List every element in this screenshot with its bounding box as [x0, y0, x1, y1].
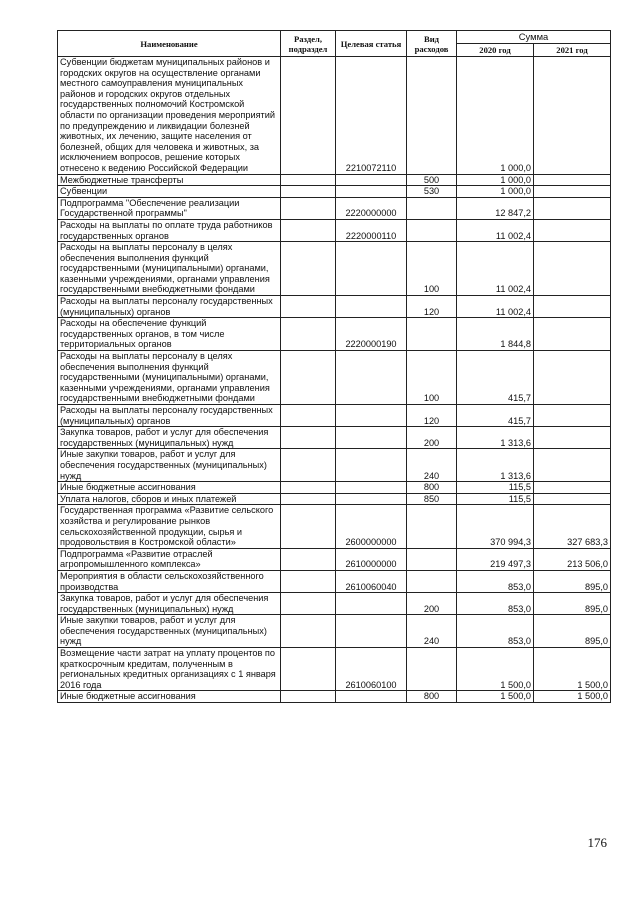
row-kind-cell: 800 [407, 482, 457, 494]
header-sum: Сумма [457, 31, 611, 44]
table-header [58, 31, 611, 57]
row-name-cell: Расходы на выплаты персоналу государственных (муниципальных) органов [58, 296, 281, 318]
row-sum-2021-cell [534, 174, 611, 186]
table-row [58, 174, 611, 186]
table-row [58, 197, 611, 219]
table-row [58, 186, 611, 198]
row-section-cell [281, 593, 336, 615]
row-sum-2021-cell [534, 186, 611, 198]
row-name-cell: Расходы на выплаты персоналу в целях обеспечения выполнения функций государственными (муниципальными) органами, казенными учреждениями, органами управления государственными внебюджетными фондами [58, 242, 281, 296]
row-target-cell [336, 691, 407, 703]
row-section-cell [281, 57, 336, 175]
budget-table [57, 30, 611, 703]
row-section-cell [281, 318, 336, 351]
row-sum-2021-cell [534, 219, 611, 241]
row-sum-2020-cell: 1 000,0 [457, 57, 534, 175]
table-row [58, 593, 611, 615]
row-target-cell [336, 174, 407, 186]
row-sum-2021-cell: 213 506,0 [534, 548, 611, 570]
row-sum-2021-cell [534, 351, 611, 405]
row-sum-2021-cell: 895,0 [534, 593, 611, 615]
row-target-cell [336, 593, 407, 615]
row-sum-2020-cell: 370 994,3 [457, 505, 534, 548]
row-sum-2020-cell: 1 000,0 [457, 186, 534, 198]
row-name-cell: Уплата налогов, сборов и иных платежей [58, 493, 281, 505]
row-sum-2021-cell: 895,0 [534, 570, 611, 592]
row-target-cell: 2210072110 [336, 57, 407, 175]
row-kind-cell [407, 219, 457, 241]
row-sum-2021-cell [534, 482, 611, 494]
row-sum-2020-cell: 1 313,6 [457, 427, 534, 449]
row-kind-cell [407, 57, 457, 175]
row-target-cell [336, 493, 407, 505]
row-name-cell: Закупка товаров, работ и услуг для обеспечения государственных (муниципальных) нужд [58, 593, 281, 615]
table-row [58, 351, 611, 405]
table-row [58, 405, 611, 427]
table-row [58, 570, 611, 592]
row-target-cell: 2610060040 [336, 570, 407, 592]
row-name-cell: Расходы на выплаты персоналу в целях обеспечения выполнения функций государственными (муниципальными) органами, казенными учреждениями, органами управления государственными внебюджетными фондами [58, 351, 281, 405]
table-row [58, 482, 611, 494]
row-target-cell [336, 242, 407, 296]
row-sum-2020-cell: 853,0 [457, 593, 534, 615]
row-kind-cell: 100 [407, 351, 457, 405]
table-row [58, 296, 611, 318]
table-row [58, 318, 611, 351]
row-kind-cell: 240 [407, 449, 457, 482]
row-kind-cell: 850 [407, 493, 457, 505]
row-name-cell: Иные закупки товаров, работ и услуг для обеспечения государственных (муниципальных) нужд [58, 449, 281, 482]
row-sum-2020-cell: 115,5 [457, 493, 534, 505]
row-sum-2021-cell [534, 197, 611, 219]
page-number: 176 [587, 835, 607, 850]
row-name-cell: Субвенции бюджетам муниципальных районов и городских округов на осуществление органами местного самоуправления муниципальных районов и городских округов отдельных государственных полномочий Костромской области по организации проведения мероприятий по предупреждению и ликвидации болезней животных, их лечению, защите населения от болезней, общих для человека и животных, за исключением вопросов, решение которых отнесено к ведению Российской Федерации [58, 57, 281, 175]
row-sum-2020-cell: 11 002,4 [457, 219, 534, 241]
row-target-cell [336, 427, 407, 449]
row-sum-2020-cell: 415,7 [457, 351, 534, 405]
row-sum-2020-cell: 853,0 [457, 570, 534, 592]
row-target-cell: 2220000190 [336, 318, 407, 351]
header-kind: Вид расходов [407, 31, 457, 57]
table-body [58, 57, 611, 703]
row-kind-cell: 500 [407, 174, 457, 186]
row-kind-cell [407, 505, 457, 548]
row-name-cell: Иные бюджетные ассигнования [58, 482, 281, 494]
row-target-cell: 2220000000 [336, 197, 407, 219]
row-section-cell [281, 351, 336, 405]
header-section: Раздел, подраздел [281, 31, 336, 57]
row-sum-2021-cell [534, 493, 611, 505]
row-kind-cell: 530 [407, 186, 457, 198]
row-section-cell [281, 493, 336, 505]
row-sum-2021-cell [534, 405, 611, 427]
row-sum-2020-cell: 12 847,2 [457, 197, 534, 219]
row-kind-cell: 240 [407, 615, 457, 648]
row-section-cell [281, 482, 336, 494]
row-sum-2020-cell: 1 000,0 [457, 174, 534, 186]
row-section-cell [281, 505, 336, 548]
row-name-cell: Иные бюджетные ассигнования [58, 691, 281, 703]
row-target-cell [336, 296, 407, 318]
row-section-cell [281, 405, 336, 427]
row-name-cell: Иные закупки товаров, работ и услуг для обеспечения государственных (муниципальных) нужд [58, 615, 281, 648]
row-sum-2021-cell [534, 57, 611, 175]
header-target: Целевая статья [336, 31, 407, 57]
row-section-cell [281, 615, 336, 648]
row-target-cell: 2610060100 [336, 648, 407, 691]
row-name-cell: Расходы на выплаты персоналу государственных (муниципальных) органов [58, 405, 281, 427]
row-target-cell: 2220000110 [336, 219, 407, 241]
row-sum-2021-cell: 1 500,0 [534, 691, 611, 703]
row-section-cell [281, 691, 336, 703]
table-row [58, 242, 611, 296]
row-section-cell [281, 548, 336, 570]
row-sum-2020-cell: 853,0 [457, 615, 534, 648]
table-row [58, 57, 611, 175]
row-target-cell [336, 405, 407, 427]
row-name-cell: Возмещение части затрат на уплату процентов по краткосрочным кредитам, полученным в региональных кредитных организациях с 1 января 2016 года [58, 648, 281, 691]
row-sum-2020-cell: 1 500,0 [457, 691, 534, 703]
row-name-cell: Закупка товаров, работ и услуг для обеспечения государственных (муниципальных) нужд [58, 427, 281, 449]
row-sum-2020-cell: 115,5 [457, 482, 534, 494]
row-target-cell [336, 186, 407, 198]
row-name-cell: Расходы на выплаты по оплате труда работников государственных органов [58, 219, 281, 241]
row-name-cell: Расходы на обеспечение функций государственных органов, в том числе территориальных органов [58, 318, 281, 351]
row-name-cell: Субвенции [58, 186, 281, 198]
row-sum-2020-cell: 11 002,4 [457, 242, 534, 296]
row-sum-2020-cell: 1 844,8 [457, 318, 534, 351]
row-kind-cell [407, 570, 457, 592]
row-kind-cell: 120 [407, 296, 457, 318]
row-target-cell [336, 482, 407, 494]
row-section-cell [281, 570, 336, 592]
row-sum-2020-cell: 219 497,3 [457, 548, 534, 570]
row-name-cell: Подпрограмма "Обеспечение реализации Государственной программы" [58, 197, 281, 219]
row-section-cell [281, 648, 336, 691]
row-sum-2020-cell: 1 313,6 [457, 449, 534, 482]
row-section-cell [281, 219, 336, 241]
table-row [58, 548, 611, 570]
row-target-cell: 2610000000 [336, 548, 407, 570]
row-kind-cell: 100 [407, 242, 457, 296]
row-sum-2021-cell [534, 318, 611, 351]
row-section-cell [281, 242, 336, 296]
row-target-cell [336, 351, 407, 405]
table-row [58, 493, 611, 505]
row-target-cell: 2600000000 [336, 505, 407, 548]
row-sum-2020-cell: 1 500,0 [457, 648, 534, 691]
header-year-2021: 2021 год [534, 44, 611, 57]
row-section-cell [281, 174, 336, 186]
row-kind-cell [407, 318, 457, 351]
row-kind-cell: 200 [407, 427, 457, 449]
row-kind-cell [407, 548, 457, 570]
row-sum-2021-cell [534, 296, 611, 318]
row-target-cell [336, 615, 407, 648]
row-sum-2020-cell: 415,7 [457, 405, 534, 427]
row-kind-cell [407, 197, 457, 219]
row-section-cell [281, 296, 336, 318]
table-row [58, 505, 611, 548]
row-sum-2021-cell: 895,0 [534, 615, 611, 648]
row-name-cell: Межбюджетные трансферты [58, 174, 281, 186]
row-section-cell [281, 186, 336, 198]
row-kind-cell: 120 [407, 405, 457, 427]
row-section-cell [281, 197, 336, 219]
row-sum-2021-cell: 327 683,3 [534, 505, 611, 548]
row-kind-cell: 200 [407, 593, 457, 615]
table-row [58, 449, 611, 482]
row-sum-2020-cell: 11 002,4 [457, 296, 534, 318]
row-sum-2021-cell [534, 449, 611, 482]
table-row [58, 691, 611, 703]
table-row [58, 648, 611, 691]
row-sum-2021-cell [534, 242, 611, 296]
row-section-cell [281, 427, 336, 449]
row-target-cell [336, 449, 407, 482]
table-row [58, 219, 611, 241]
row-kind-cell [407, 648, 457, 691]
row-name-cell: Подпрограмма «Развитие отраслей агропромышленного комплекса» [58, 548, 281, 570]
header-name: Наименование [58, 31, 281, 57]
row-sum-2021-cell [534, 427, 611, 449]
row-kind-cell: 800 [407, 691, 457, 703]
row-section-cell [281, 449, 336, 482]
table-row [58, 615, 611, 648]
row-name-cell: Мероприятия в области сельскохозяйственного производства [58, 570, 281, 592]
row-name-cell: Государственная программа «Развитие сельского хозяйства и регулирование рынков сельскохозяйственной продукции, сырья и продовольствия в Костромской области» [58, 505, 281, 548]
table-row [58, 427, 611, 449]
header-year-2020: 2020 год [457, 44, 534, 57]
row-sum-2021-cell: 1 500,0 [534, 648, 611, 691]
